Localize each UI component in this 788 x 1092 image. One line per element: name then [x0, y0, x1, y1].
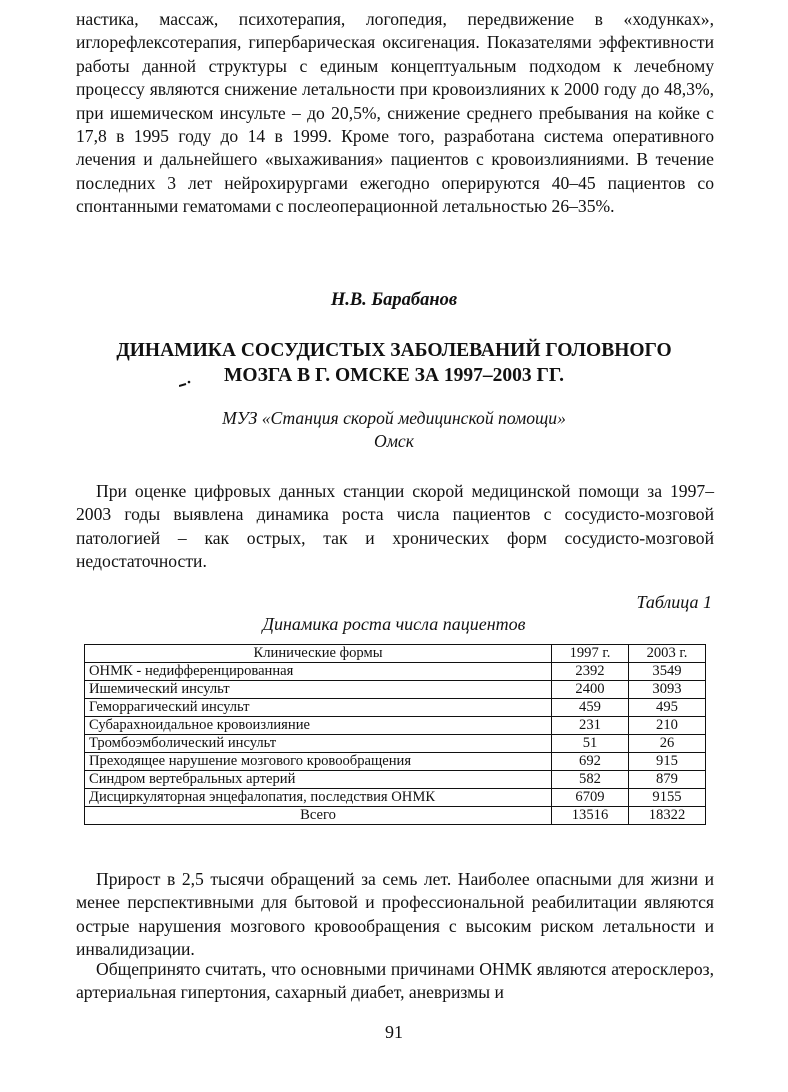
article-author: Н.В. Барабанов [330, 290, 458, 310]
row-1997: 231 [552, 717, 629, 735]
city-name: Омск [374, 431, 414, 451]
row-form: Дисциркуляторная энцефалопатия, последствия ОНМК [85, 789, 552, 807]
row-1997: 459 [552, 699, 629, 717]
total-1997: 13516 [552, 807, 629, 825]
article-affiliation [0, 407, 788, 453]
body-paragraph-4: Общепринято считать, что основными причинами ОНМК являются атеросклероз, артериальная гипертония, сахарный диабет, аневризмы и [76, 959, 714, 1003]
table-row [85, 699, 706, 717]
header-1997: 1997 г. [552, 645, 629, 663]
row-2003: 3549 [629, 663, 706, 681]
row-2003: 210 [629, 717, 706, 735]
table-row [85, 771, 706, 789]
article-title-line-2: МОЗГА В Г. ОМСКЕ ЗА 1997–2003 ГГ. [224, 365, 564, 386]
row-form: Синдром вертебральных артерий [85, 771, 552, 789]
table-row [85, 753, 706, 771]
row-1997: 2400 [552, 681, 629, 699]
row-form: Ишемический инсульт [85, 681, 552, 699]
table-row [85, 681, 706, 699]
header-2003: 2003 г. [629, 645, 706, 663]
row-1997: 692 [552, 753, 629, 771]
header-forms: Клинические формы [85, 645, 552, 663]
ink-mark [179, 380, 191, 388]
row-1997: 2392 [552, 663, 629, 681]
row-1997: 6709 [552, 789, 629, 807]
body-paragraph-2: При оценке цифровых данных станции скорой медицинской помощи за 1997–2003 годы выявлена динамика роста числа пациентов с сосудисто-мозговой патологией – как острых, так и хронических форм сосудисто-мозговой недостаточности. [76, 481, 714, 572]
total-label: Всего [85, 807, 552, 825]
row-form: Тромбоэмболический инсульт [85, 735, 552, 753]
patients-table [84, 644, 706, 825]
table-row [85, 717, 706, 735]
table-caption: Динамика роста числа пациентов [262, 614, 526, 634]
organization-name: МУЗ «Станция скорой медицинской помощи» [222, 408, 566, 428]
row-form: Геморрагический инсульт [85, 699, 552, 717]
table-row [85, 735, 706, 753]
table-header-row [85, 645, 706, 663]
intro-paragraph: настика, массаж, психотерапия, логопедия, передвижение в «ходунках», иглорефлексотерапия, гипербарическая оксигенация. Показателями эффективности работы данной структуры с единым концептуальным подходом к лечебному процессу являются снижение летальности при кровоизлияних к 2000 году до 48,3%, при ишемическом инсульте – до 20,5%, снижение среднего пребывания на койке с 17,8 в 1995 году до 14 в 1999. Кроме того, разработана система оперативного лечения и дальнейшего «выхаживания» пациентов с кровоизлияниями. В течение последних 3 лет нейрохирургами ежегодно оперируются 40–45 пациентов со спонтанными гематомами с послеоперационной летальностью 26–35%. [76, 9, 714, 217]
total-2003: 18322 [629, 807, 706, 825]
table-row [85, 789, 706, 807]
row-2003: 915 [629, 753, 706, 771]
table-label: Таблица 1 [636, 592, 712, 612]
article-title [60, 338, 728, 388]
row-1997: 582 [552, 771, 629, 789]
page-number: 91 [385, 1022, 403, 1042]
row-form: Преходящее нарушение мозгового кровообращения [85, 753, 552, 771]
row-2003: 9155 [629, 789, 706, 807]
table-total-row [85, 807, 706, 825]
article-title-line-1: ДИНАМИКА СОСУДИСТЫХ ЗАБОЛЕВАНИЙ ГОЛОВНОГО [116, 340, 672, 361]
row-2003: 879 [629, 771, 706, 789]
table-row [85, 663, 706, 681]
body-paragraph-3: Прирост в 2,5 тысячи обращений за семь лет. Наиболее опасными для жизни и менее перспективными для бытовой и профессиональной реабилитации являются острые нарушения мозгового кровообращения с высоким риском летальности и инвалидизации. [76, 869, 714, 960]
row-1997: 51 [552, 735, 629, 753]
row-form: Субарахноидальное кровоизлияние [85, 717, 552, 735]
row-2003: 3093 [629, 681, 706, 699]
row-form: ОНМК - недифференцированная [85, 663, 552, 681]
row-2003: 495 [629, 699, 706, 717]
row-2003: 26 [629, 735, 706, 753]
